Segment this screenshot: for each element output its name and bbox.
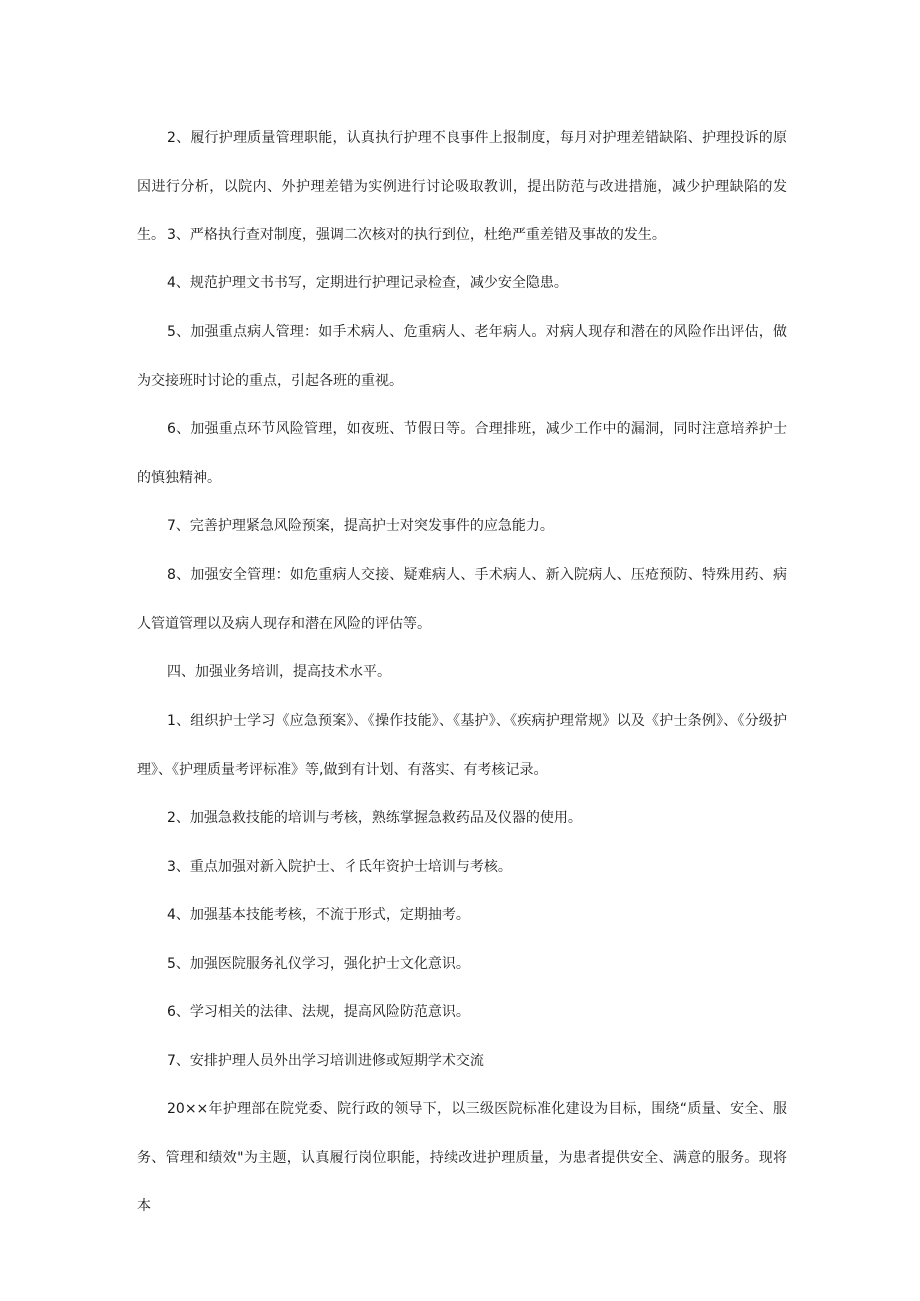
paragraph-7-emergency-plan: 7、完善护理紧急风险预案，提高护士对突发事件的应急能力。 xyxy=(167,518,554,534)
section-heading-training: 四、加强业务培训，提高技术水平。 xyxy=(167,664,391,680)
paragraph-5-service-etiquette: 5、加强医院服务礼仪学习，强化护士文化意识。 xyxy=(167,956,470,972)
paragraph-6-key-links: 6、加强重点环节风险管理，如夜班、节假日等。合理排班，减少工作中的漏洞，同时注意培养护士的慎独精神。 xyxy=(137,421,787,486)
paragraph-8-safety-management: 8、加强安全管理：如危重病人交接、疑难病人、手术病人、新入院病人、压疮预防、特殊用药、病人管道管理以及病人现存和潜在风险的评估等。 xyxy=(137,567,787,632)
paragraph-3-check-system: 3、严格执行查对制度，强调二次核对的执行到位，杜绝严重差错及事故的发生。 xyxy=(167,227,666,243)
paragraph-3-new-nurses: 3、重点加强对新入院护士、彳氐年资护士培训与考核。 xyxy=(167,859,512,875)
paragraph-2-emergency-skills: 2、加强急救技能的培训与考核，熟练掌握急救药品及仪器的使用。 xyxy=(167,810,582,826)
paragraph-5-key-patients: 5、加强重点病人管理：如手术病人、危重病人、老年病人。对病人现存和潜在的风险作出评估，做为交接班时讨论的重点，引起各班的重视。 xyxy=(137,324,787,389)
paragraph-4-nursing-records: 4、规范护理文书书写，定期进行护理记录检查，减少安全隐患。 xyxy=(167,275,568,291)
paragraph-7-external-study: 7、安排护理人员外出学习培训进修或短期学术交流 xyxy=(167,1053,484,1069)
paragraph-2-quality-management: 2、履行护理质量管理职能，认真执行护理不良事件上报制度，每月对护理差错缺陷、护理投诉的原因进行分析，以院内、外护理差错为实例进行讨论吸取教训，提出防范与改进措施，减少护理缺陷的发生。 xyxy=(137,130,787,243)
paragraph-4-basic-skills: 4、加强基本技能考核，不流于形式，定期抽考。 xyxy=(167,907,470,923)
paragraph-summary-intro: 20××年护理部在院党委、院行政的领导下，以三级医院标准化建设为目标，围绕“质量、安全、服务、管理和绩效"为主题，认真履行岗位职能，持续改进护理质量，为患者提供安全、满意的服务。现将本 xyxy=(137,1101,787,1214)
paragraph-6-laws: 6、学习相关的法律、法规，提高风险防范意识。 xyxy=(167,1004,470,1020)
paragraph-1-study-plan: 1、组织护士学习《应急预案》、《操作技能》、《基护》、《疾病护理常规》以及《护士条例》、《分级护理》、《护理质量考评标准》等,做到有计划、有落实、有考核记录。 xyxy=(137,713,787,778)
